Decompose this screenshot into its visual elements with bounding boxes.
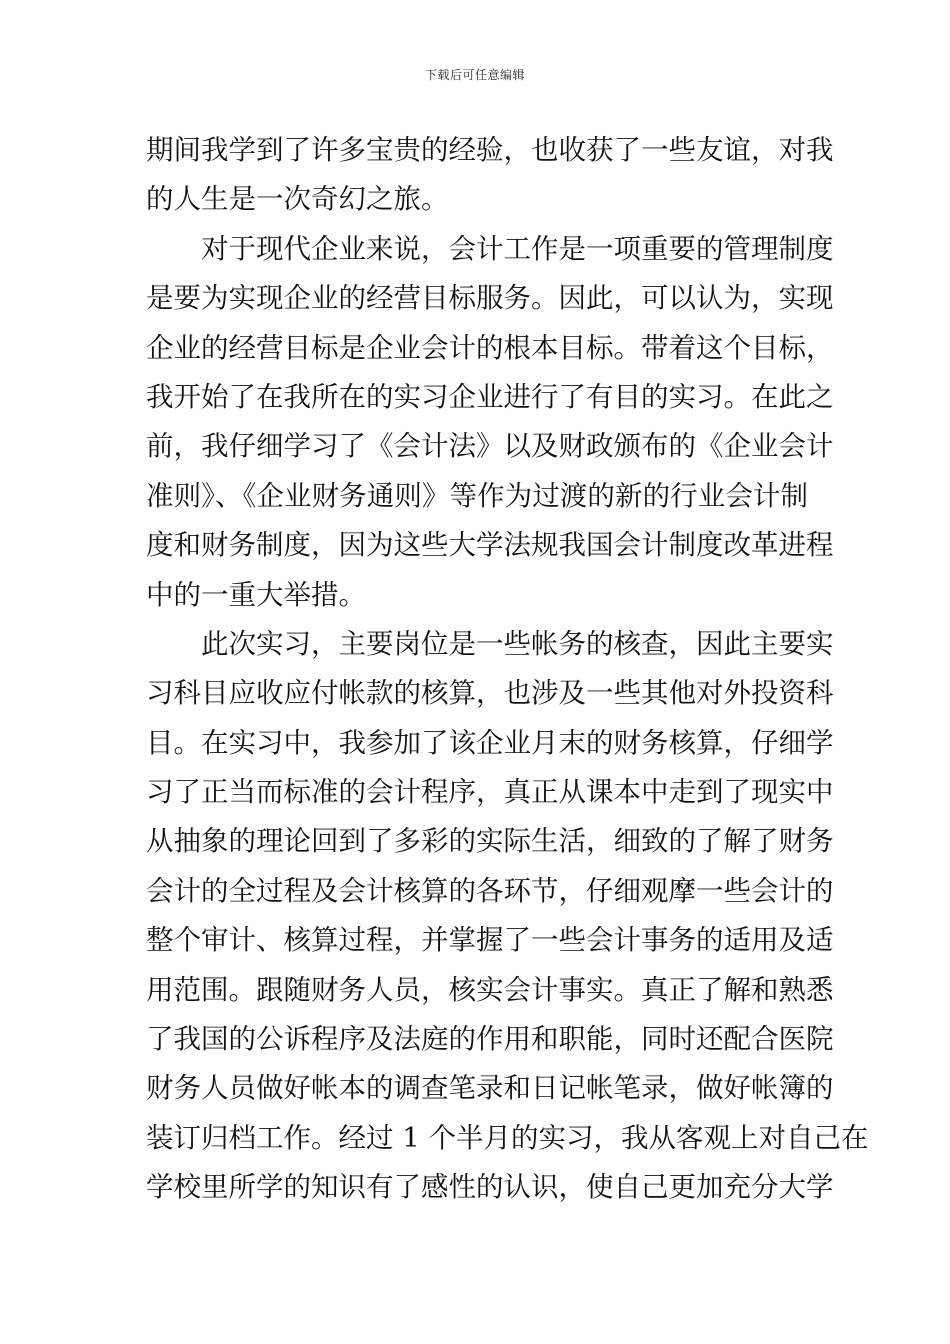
text-line: 中的一重大举措。 [146,578,366,611]
text-line: 的人生是一次奇幻之旅。 [146,183,449,216]
text-line: 期间我学到了许多宝贵的经验，也收获了一些友谊，对我 [146,134,834,166]
text-line: 前，我仔细学习了《会计法》以及财政颁布的《企业会计 [146,430,834,463]
text-line: 学校里所学的知识有了感性的认识，使自己更加充分大学 [146,1171,834,1204]
text-line: 用范围。跟随财务人员，核实会计事实。真正了解和熟悉 [146,973,834,1006]
text-line: 了我国的公诉程序及法庭的作用和职能，同时还配合医院 [146,1023,834,1056]
text-line: 会计的全过程及会计核算的各环节，仔细观摩一些会计的 [146,874,834,907]
text-line: 装订归档工作。经过 1 个半月的实习，我从客观上对自己在 [146,1121,869,1154]
text-line: 此次实习，主要岗位是一些帐务的核查，因此主要实 [201,627,834,660]
text-line: 整个审计、核算过程，并掌握了一些会计事务的适用及适 [146,924,834,957]
page-header: 下载后可任意编辑 [424,68,525,82]
text-line: 从抽象的理论回到了多彩的实际生活，细致的了解了财务 [146,825,834,858]
text-line: 对于现代企业来说，会计工作是一项重要的管理制度 [201,232,834,265]
text-line: 习科目应收应付帐款的核算，也涉及一些其他对外投资科 [146,677,834,710]
body-text [146,126,869,1213]
text-line: 企业的经营目标是企业会计的根本目标。带着这个目标， [146,331,834,364]
text-line: 度和财务制度，因为这些大学法规我国会计制度改革进程 [146,529,834,562]
text-line: 目。在实习中，我参加了该企业月末的财务核算，仔细学 [146,726,834,759]
text-line: 我开始了在我所在的实习企业进行了有目的实习。在此之 [146,380,834,413]
text-line: 财务人员做好帐本的调查笔录和日记帐笔录，做好帐簿的 [146,1072,834,1105]
text-line: 习了正当而标准的会计程序，真正从课本中走到了现实中 [146,776,834,809]
text-line: 是要为实现企业的经营目标服务。因此，可以认为，实现 [146,282,834,315]
text-line: 准则》、《企业财务通则》等作为过渡的新的行业会计制 [146,479,808,512]
